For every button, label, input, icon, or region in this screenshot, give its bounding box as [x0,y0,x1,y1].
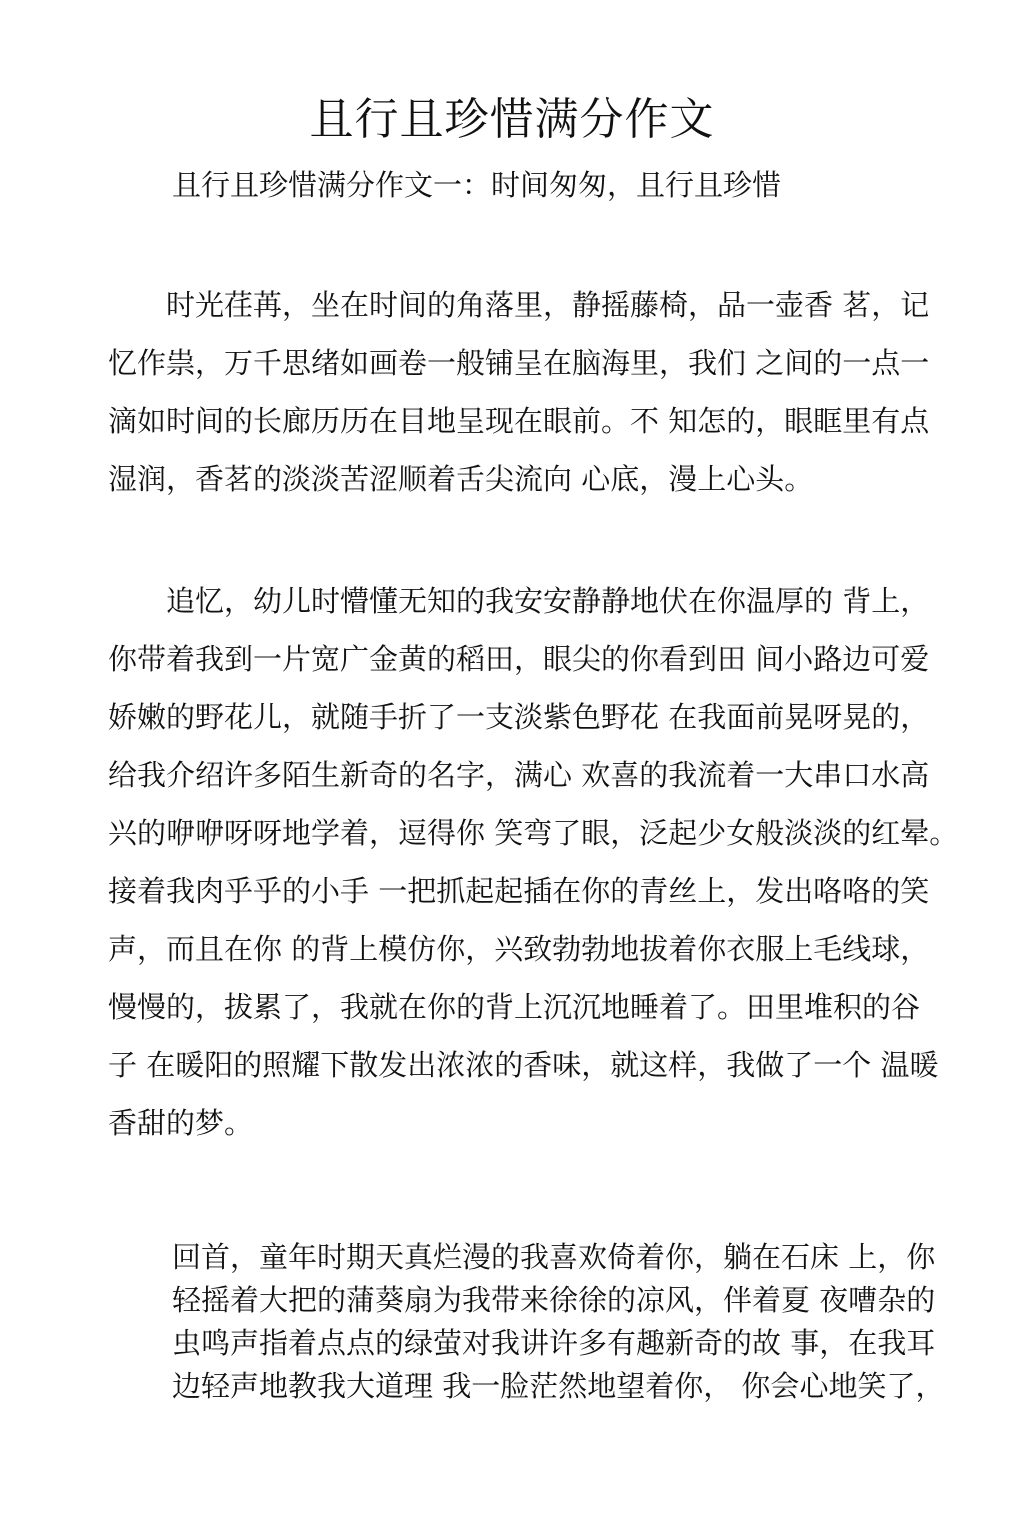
paragraph-3 [172,1236,944,1408]
paragraph-line: 给我介绍许多陌生新奇的名字，满心 欢喜的我流着一大串口水高 [108,758,930,792]
paragraph-line: 接着我肉乎乎的小手 一把抓起起插在你的青丝上，发出咯咯的笑 [108,874,930,908]
document-subtitle: 且行且珍惜满分作文一：时间匆匆，且行且珍惜 [172,168,782,202]
paragraph-line: 湿润，香茗的淡淡苦涩顺着舌尖流向 心底，漫上心头。 [108,462,814,496]
paragraph-line: 回首，童年时期天真烂漫的我喜欢倚着你，躺在石床 上，你 [172,1240,936,1274]
paragraph-2 [108,572,958,1152]
paragraph-line: 子 在暖阳的照耀下散发出浓浓的香味，就这样，我做了一个 温暖 [108,1048,939,1082]
paragraph-line: 娇嫩的野花儿，就随手折了一支淡紫色野花 在我面前晃呀晃的， [108,700,930,734]
paragraph-1 [108,276,929,508]
paragraph-line: 边轻声地教我大道理 我一脸茫然地望着你， 你会心地笑了， [172,1369,945,1403]
paragraph-line: 声，而且在你 的背上模仿你，兴致勃勃地拔着你衣服上毛线球， [108,932,930,966]
paragraph-line: 香甜的梦。 [108,1106,254,1140]
paragraph-line: 兴的咿咿呀呀地学着，逗得你 笑弯了眼，泛起少女般淡淡的红晕。 [108,816,959,850]
document-title: 且行且珍惜满分作文 [309,94,715,145]
paragraph-line: 时光荏苒，坐在时间的角落里，静摇藤椅，品一壶香 茗，记 [108,288,930,322]
paragraph-line: 虫鸣声指着点点的绿萤对我讲许多有趣新奇的故 事，在我耳 [172,1326,936,1360]
paragraph-line: 滴如时间的长廊历历在目地呈现在眼前。不 知怎的，眼眶里有点 [108,404,930,438]
paragraph-line: 忆作祟，万千思绪如画卷一般铺呈在脑海里，我们 之间的一点一 [108,346,930,380]
paragraph-line: 你带着我到一片宽广金黄的稻田，眼尖的你看到田 间小路边可爱 [108,642,930,676]
paragraph-line: 追忆，幼儿时懵懂无知的我安安静静地伏在你温厚的 背上， [108,584,930,618]
paragraph-line: 轻摇着大把的蒲葵扇为我带来徐徐的凉风，伴着夏 夜嘈杂的 [172,1283,936,1317]
paragraph-line: 慢慢的，拔累了，我就在你的背上沉沉地睡着了。田里堆积的谷 [108,990,921,1024]
